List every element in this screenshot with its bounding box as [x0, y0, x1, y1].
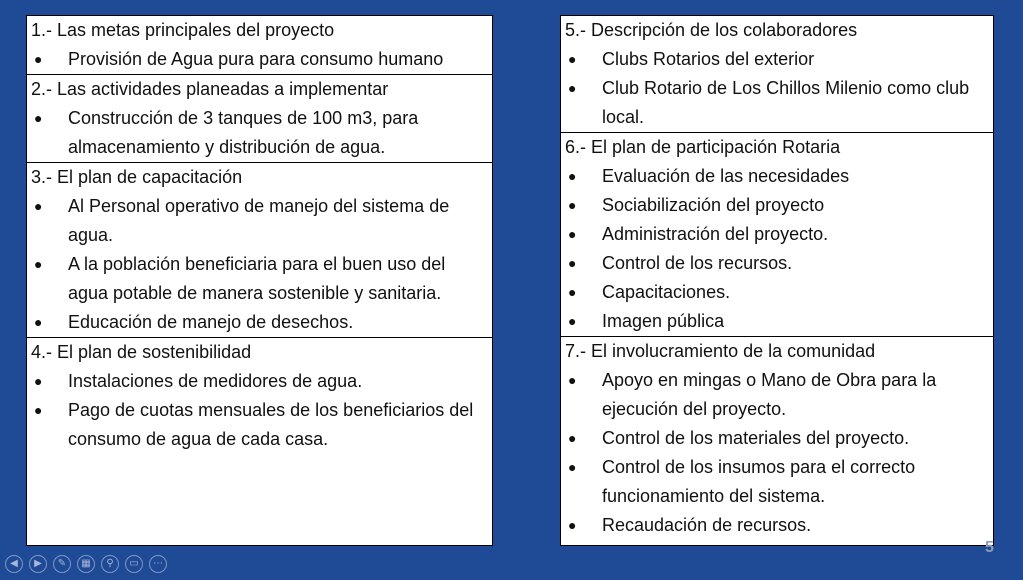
section-heading: 3.- El plan de capacitación	[31, 167, 243, 187]
next-slide-icon: ▶	[34, 558, 42, 569]
bullet-icon: ●	[568, 459, 577, 475]
bullet-icon: ●	[568, 80, 577, 96]
bullet-icon: ●	[568, 255, 577, 271]
more-options-icon: ⋯	[153, 558, 163, 569]
zoom-button[interactable]	[101, 555, 119, 573]
subtitles-icon: ▭	[129, 558, 139, 569]
bullet-icon: ●	[568, 517, 577, 533]
presenter-controls	[5, 555, 167, 573]
bullet-icon: ●	[568, 284, 577, 300]
bullet-text: A la población beneficiaria para el buen uso del agua potable de manera sostenible y sanitaria.	[68, 254, 446, 303]
bullet-text: Al Personal operativo de manejo del sistema de agua.	[68, 196, 450, 245]
section-heading: 1.- Las metas principales del proyecto	[31, 20, 335, 40]
bullet-item	[561, 45, 993, 74]
bullet-icon: ●	[34, 198, 43, 214]
bullet-item	[561, 249, 993, 278]
bullet-item	[561, 307, 993, 336]
bullet-item	[561, 162, 993, 191]
bullet-icon: ●	[568, 168, 577, 184]
section-heading: 7.- El involucramiento de la comunidad	[565, 341, 876, 361]
section-heading: 4.- El plan de sostenibilidad	[31, 342, 252, 362]
bullet-item	[561, 511, 993, 540]
bullet-text: Capacitaciones.	[602, 282, 731, 302]
bullet-text: Control de los insumos para el correcto funcionamiento del sistema.	[602, 457, 916, 506]
bullet-icon: ●	[34, 110, 43, 126]
bullet-item	[561, 424, 993, 453]
bullet-item	[561, 453, 993, 511]
bullet-item	[561, 74, 993, 132]
bullet-item	[27, 308, 492, 337]
bullet-text: Control de los materiales del proyecto.	[602, 428, 910, 448]
previous-slide-icon: ◀	[10, 558, 18, 569]
right-section-1	[561, 16, 993, 133]
bullet-text: Control de los recursos.	[602, 253, 793, 273]
bullet-icon: ●	[34, 402, 43, 418]
bullet-item	[27, 45, 492, 74]
left-section-2	[27, 75, 492, 163]
bullet-icon: ●	[568, 51, 577, 67]
bullet-text: Sociabilización del proyecto	[602, 195, 825, 215]
zoom-icon: ⚲	[106, 558, 114, 569]
bullet-item	[27, 104, 492, 162]
bullet-item	[27, 367, 492, 396]
left-section-1	[27, 16, 492, 75]
bullet-item	[561, 278, 993, 307]
pen-button[interactable]	[53, 555, 71, 573]
right-section-2	[561, 133, 993, 337]
bullet-text: Recaudación de recursos.	[602, 515, 812, 535]
more-options-button[interactable]	[149, 555, 167, 573]
subtitles-button[interactable]	[125, 555, 143, 573]
section-heading: 5.- Descripción de los colaboradores	[565, 20, 858, 40]
left-section-4	[27, 338, 492, 454]
bullet-icon: ●	[34, 373, 43, 389]
bullet-icon: ●	[568, 197, 577, 213]
bullet-icon: ●	[34, 256, 43, 272]
bullet-text: Pago de cuotas mensuales de los beneficiarios del consumo de agua de cada casa.	[68, 400, 474, 449]
bullet-item	[27, 250, 492, 308]
bullet-text: Construcción de 3 tanques de 100 m3, para almacenamiento y distribución de agua.	[68, 108, 419, 157]
section-heading: 6.- El plan de participación Rotaria	[565, 137, 841, 157]
bullet-item	[561, 220, 993, 249]
bullet-text: Instalaciones de medidores de agua.	[68, 371, 363, 391]
bullet-text: Administración del proyecto.	[602, 224, 829, 244]
bullet-item	[27, 396, 492, 454]
bullet-text: Educación de manejo de desechos.	[68, 312, 354, 332]
see-all-slides-icon: ▦	[81, 558, 91, 569]
bullet-icon: ●	[568, 313, 577, 329]
bullet-text: Clubs Rotarios del exterior	[602, 49, 815, 69]
bullet-icon: ●	[568, 372, 577, 388]
bullet-icon: ●	[34, 51, 43, 67]
see-all-slides-button[interactable]	[77, 555, 95, 573]
bullet-text: Apoyo en mingas o Mano de Obra para la ejecución del proyecto.	[602, 370, 937, 419]
right-content-box	[560, 15, 994, 546]
page-number: 5	[985, 539, 994, 556]
right-section-3	[561, 337, 993, 540]
left-section-3	[27, 163, 492, 338]
bullet-icon: ●	[34, 314, 43, 330]
bullet-item	[27, 192, 492, 250]
bullet-text: Evaluación de las necesidades	[602, 166, 850, 186]
bullet-item	[561, 366, 993, 424]
bullet-item	[561, 191, 993, 220]
section-heading: 2.- Las actividades planeadas a implementar	[31, 79, 389, 99]
pen-icon: ✎	[57, 558, 67, 569]
previous-slide-button[interactable]	[5, 555, 23, 573]
next-slide-button[interactable]	[29, 555, 47, 573]
bullet-text: Club Rotario de Los Chillos Milenio como club local.	[602, 78, 970, 127]
bullet-text: Imagen pública	[602, 311, 725, 331]
left-content-box	[26, 15, 493, 546]
bullet-text: Provisión de Agua pura para consumo humano	[68, 49, 444, 69]
bullet-icon: ●	[568, 226, 577, 242]
bullet-icon: ●	[568, 430, 577, 446]
